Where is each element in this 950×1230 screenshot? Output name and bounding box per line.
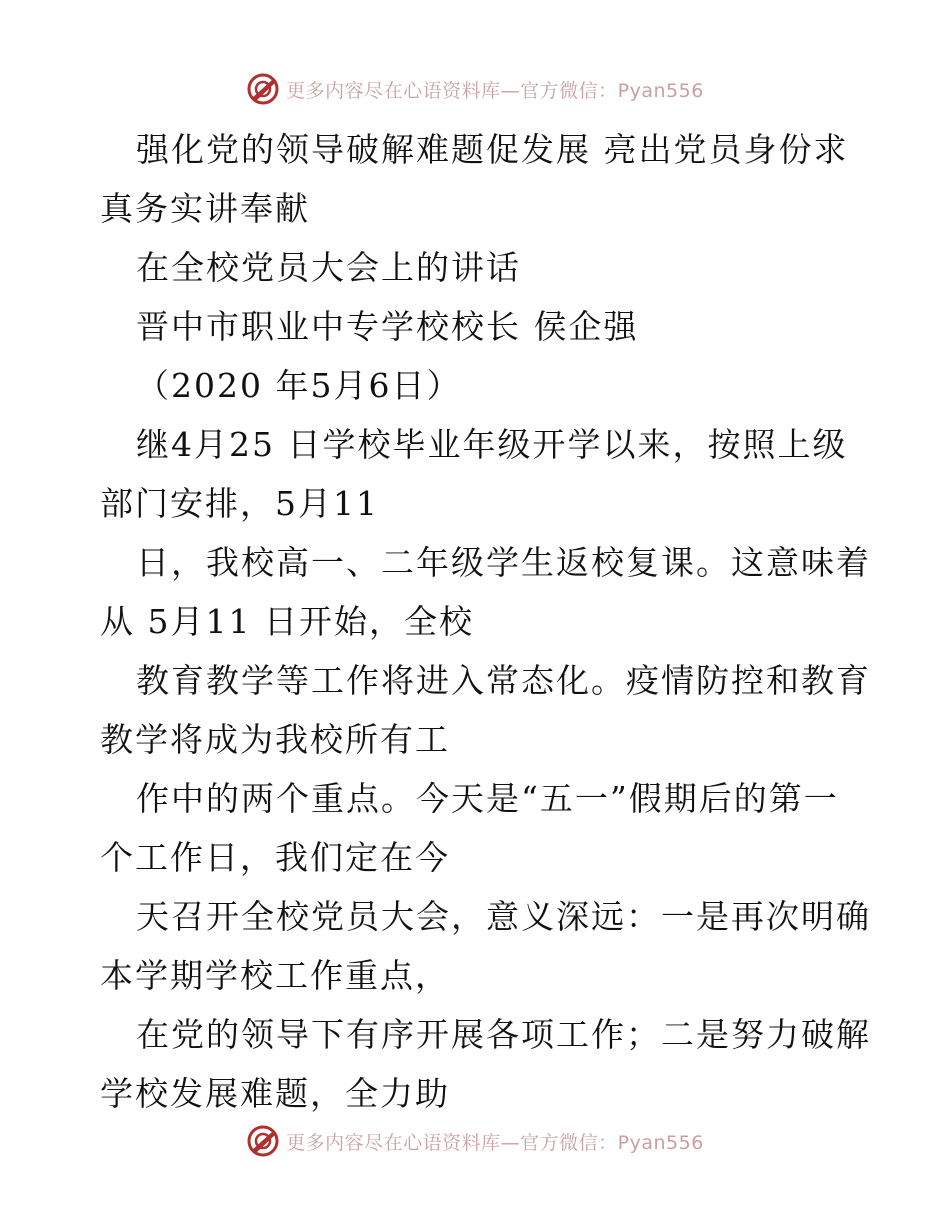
text-line: 作中的两个重点。今天是“五一”假期后的第一 xyxy=(136,779,839,818)
text-line: 教育教学等工作将进入常态化。疫情防控和教育 xyxy=(136,661,871,700)
document-body xyxy=(100,120,871,1123)
text-line: 部门安排，5月11 xyxy=(100,484,379,523)
text-line: 学校发展难题，全力助 xyxy=(100,1074,450,1113)
brand-logo-icon xyxy=(246,72,280,106)
text-line: 真务实讲奉献 xyxy=(100,189,310,228)
text-line: 天召开全校党员大会，意义深远：一是再次明确 xyxy=(136,897,871,936)
header-watermark xyxy=(0,72,950,106)
text-line: 教学将成为我校所有工 xyxy=(100,720,450,759)
footer-watermark xyxy=(0,1124,950,1158)
brand-logo-icon xyxy=(246,1124,280,1158)
text-line: 在全校党员大会上的讲话 xyxy=(136,248,521,287)
text-line: 个工作日，我们定在今 xyxy=(100,838,450,877)
text-line: 从 5月11 日开始，全校 xyxy=(100,602,474,641)
text-line: 日，我校高一、二年级学生返校复课。这意味着 xyxy=(136,543,871,582)
watermark-text: 更多内容尽在心语资料库—官方微信：Pyan556 xyxy=(286,79,704,102)
text-line: （2020 年5月6日） xyxy=(136,366,462,405)
watermark-text: 更多内容尽在心语资料库—官方微信：Pyan556 xyxy=(286,1131,704,1154)
text-line: 强化党的领导破解难题促发展 亮出党员身份求 xyxy=(136,130,849,169)
text-line: 本学期学校工作重点， xyxy=(100,956,450,995)
text-line: 晋中市职业中专学校校长 侯企强 xyxy=(136,307,639,346)
text-line: 继4月25 日学校毕业年级开学以来，按照上级 xyxy=(136,425,848,464)
text-line: 在党的领导下有序开展各项工作；二是努力破解 xyxy=(136,1015,871,1054)
